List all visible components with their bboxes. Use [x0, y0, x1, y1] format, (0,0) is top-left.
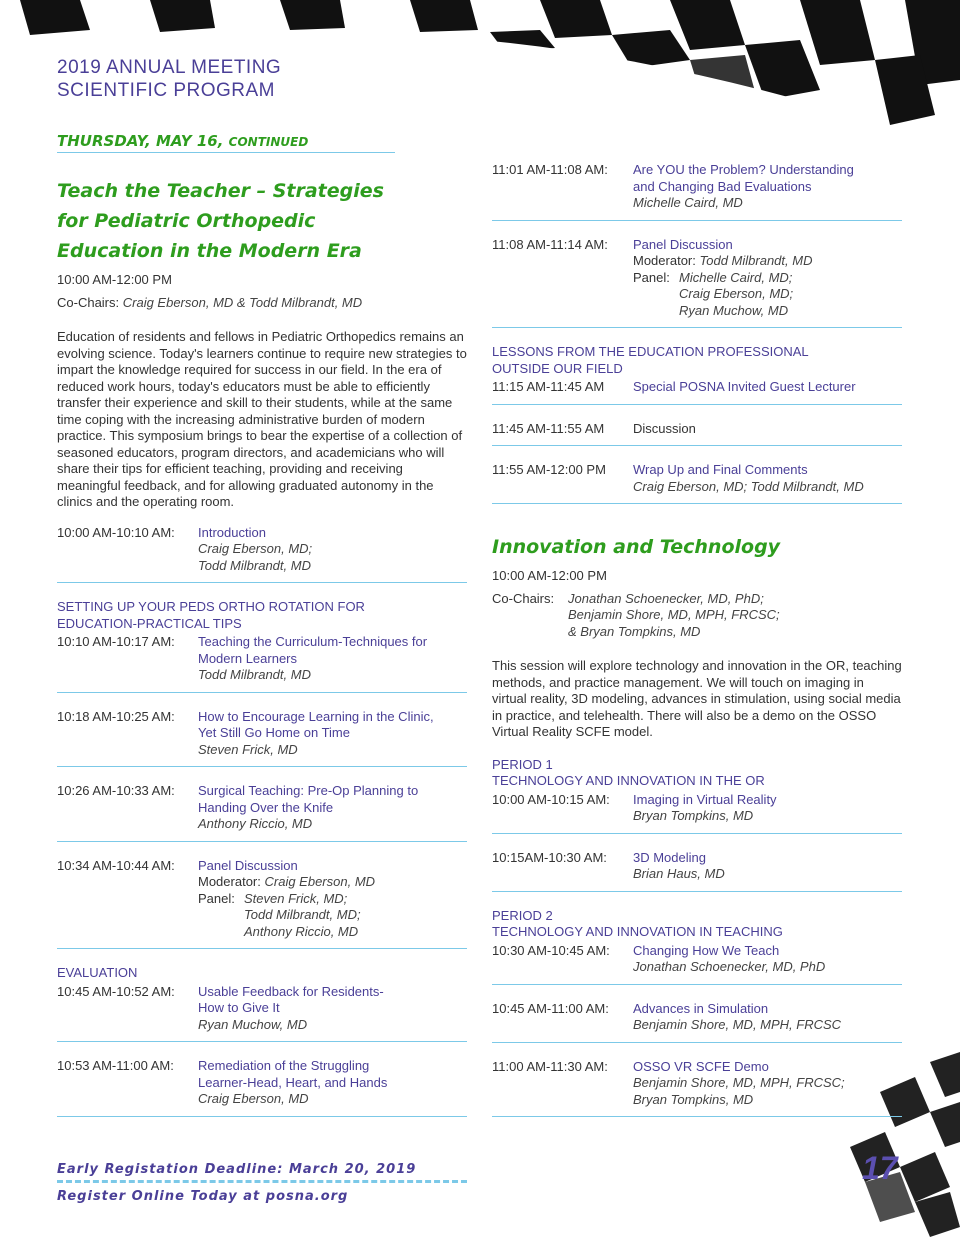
item-title: Learner-Head, Heart, and Hands: [198, 1074, 388, 1090]
agenda-item: [57, 634, 467, 693]
section-line: TECHNOLOGY AND INNOVATION IN TEACHING: [492, 924, 783, 939]
cochair-name: & Bryan Tompkins, MD: [568, 623, 701, 639]
footer-deadline: Early Registation Deadline: March 20, 2019: [57, 1162, 467, 1183]
agenda-item: [492, 462, 902, 504]
item-body: [633, 237, 902, 320]
panelist: Steven Frick, MD;: [244, 890, 348, 906]
agenda-item: [492, 237, 902, 329]
item-title: Changing How We Teach: [633, 942, 780, 958]
session-time: 10:00 AM-12:00 PM: [492, 568, 607, 583]
item-title: Yet Still Go Home on Time: [198, 725, 350, 740]
item-time: 10:00 AM-10:10 AM:: [57, 524, 175, 540]
title-line: Education in the Modern Era: [57, 240, 362, 262]
agenda-item: [492, 421, 902, 447]
agenda-item: [492, 792, 902, 834]
cochair-name: Benjamin Shore, MD, MPH, FRCSC;: [568, 607, 780, 622]
item-speaker: Bryan Tompkins, MD: [633, 1091, 754, 1107]
item-body: [633, 850, 902, 883]
section-heading: [492, 344, 902, 377]
cochairs: [57, 295, 467, 312]
moderator-name: Todd Milbrandt, MD: [699, 253, 813, 268]
item-time: 10:34 AM-10:44 AM:: [57, 857, 175, 873]
item-title: Advances in Simulation: [633, 1000, 769, 1016]
right-column: [492, 162, 902, 1133]
item-time: 10:18 AM-10:25 AM:: [57, 708, 175, 724]
item-time: 11:01 AM-11:08 AM:: [492, 162, 608, 177]
item-title: Are YOU the Problem? Understanding: [633, 162, 854, 177]
item-title: Introduction: [198, 524, 266, 540]
item-speaker: Ryan Muchow, MD: [198, 1016, 308, 1032]
panelist: Michelle Caird, MD;: [679, 269, 793, 285]
item-time: 11:55 AM-12:00 PM: [492, 462, 606, 477]
footer: [57, 1162, 467, 1204]
cochairs: [492, 591, 902, 641]
header-line-1: 2019 ANNUAL MEETING: [57, 57, 282, 78]
item-body: [198, 525, 467, 575]
item-time: 11:15 AM-11:45 AM: [492, 379, 605, 394]
item-title: Special POSNA Invited Guest Lecturer: [633, 379, 856, 394]
item-time: 10:53 AM-11:00 AM:: [57, 1058, 174, 1073]
item-speaker: Benjamin Shore, MD, MPH, FRCSC;: [633, 1075, 845, 1090]
item-title: 3D Modeling: [633, 849, 706, 865]
item-body: [198, 709, 467, 759]
panelist: Craig Eberson, MD;: [679, 286, 794, 301]
item-body: [198, 858, 467, 941]
left-column: [57, 176, 467, 1133]
title-line: for Pediatric Orthopedic: [57, 210, 316, 232]
item-title: Remediation of the Struggling: [198, 1058, 370, 1073]
cochairs-label: Co-Chairs:: [57, 294, 120, 310]
item-title: How to Encourage Learning in the Clinic,: [198, 708, 434, 724]
agenda-item: [57, 783, 467, 842]
item-title: Teaching the Curriculum-Techniques for: [198, 634, 428, 649]
cochairs-names: Craig Eberson, MD & Todd Milbrandt, MD: [122, 294, 363, 310]
item-time: 10:15AM-10:30 AM:: [492, 849, 607, 865]
footer-register-link[interactable]: Register Online Today at posna.org: [57, 1189, 349, 1204]
panel-label: Panel:: [198, 890, 235, 906]
item-time: 10:10 AM-10:17 AM:: [57, 634, 175, 649]
item-time: 11:00 AM-11:30 AM:: [492, 1058, 608, 1074]
title-line: Teach the Teacher – Strategies: [57, 180, 384, 202]
session-description: Education of residents and fellows in Pediatric Orthopedics remains an evolving science. Today's learners continue to require new strategies to impart the knowledge required for success in our field. In the era of reduced work hours, today's educators must be able to efficiently transfer their experience and skill to their students, while at the same time coping with the increasing administrative burden of modern practice. This symposium brings to bear the expertise of a collection of seasoned educators, program directors, and academicians who will share their tips for efficient teaching, providing and receiving meaningful feedback, and for allowing graduated autonomy in the clinics and the operating room.: [57, 329, 467, 509]
session-description: This session will explore technology and innovation in the OR, teaching methods, and practice management. We will touch on imaging in virtual reality, 3D modeling, advances in stimulation, using social media in practice, and telehealth. There will also be a demo on the OSSO Virtual Reality SCFE model.: [492, 658, 902, 739]
item-speaker: Steven Frick, MD: [198, 741, 298, 757]
moderator-label: Moderator:: [633, 253, 696, 268]
item-body: [198, 783, 467, 833]
item-title: Discussion: [633, 420, 696, 436]
item-speaker: Craig Eberson, MD; Todd Milbrandt, MD: [633, 478, 864, 494]
agenda-item: [57, 525, 467, 584]
item-title: and Changing Bad Evaluations: [633, 178, 812, 194]
moderator: [198, 874, 467, 891]
item-body: [633, 943, 902, 976]
day-continued: CONTINUED: [228, 135, 309, 149]
item-time: 11:08 AM-11:14 AM:: [492, 236, 608, 252]
agenda-item: [57, 709, 467, 768]
item-time: 11:45 AM-11:55 AM: [492, 420, 605, 436]
agenda-item: [492, 162, 902, 221]
cochairs-label: Co-Chairs:: [492, 590, 555, 606]
item-title: OSSO VR SCFE Demo: [633, 1058, 769, 1074]
agenda-item: [492, 379, 902, 405]
section-heading: EVALUATION: [57, 965, 138, 980]
panel-label: Panel:: [633, 269, 670, 285]
panelist: Ryan Muchow, MD: [679, 302, 789, 318]
agenda-item: [492, 1001, 902, 1043]
item-body: [633, 421, 902, 438]
item-time: 10:45 AM-11:00 AM:: [492, 1000, 609, 1016]
moderator: [633, 253, 902, 270]
panelist: Anthony Riccio, MD: [244, 923, 359, 939]
program-header: [57, 56, 281, 102]
agenda-item: [492, 943, 902, 985]
panelists: [633, 270, 902, 320]
item-speaker: Michelle Caird, MD: [633, 195, 743, 210]
item-time: 10:30 AM-10:45 AM:: [492, 942, 610, 958]
item-body: [633, 792, 902, 825]
section-line: PERIOD 1: [492, 756, 553, 772]
agenda-item: [57, 858, 467, 950]
section-heading: [57, 599, 467, 632]
section-heading: [492, 908, 902, 941]
item-body: [633, 462, 902, 495]
session-time: 10:00 AM-12:00 PM: [57, 272, 172, 287]
item-title: How to Give It: [198, 1000, 280, 1015]
item-title: Handing Over the Knife: [198, 799, 334, 815]
item-body: [633, 1001, 902, 1034]
section-line: OUTSIDE OUR FIELD: [492, 360, 623, 376]
item-body: [198, 1058, 467, 1108]
item-title: Modern Learners: [198, 650, 297, 666]
item-title: Panel Discussion: [198, 857, 298, 873]
session-title-teach: [57, 176, 467, 266]
panelist: Todd Milbrandt, MD;: [244, 907, 361, 922]
item-body: [198, 634, 467, 684]
section-line: SETTING UP YOUR PEDS ORTHO ROTATION FOR: [57, 599, 365, 614]
item-title: Wrap Up and Final Comments: [633, 462, 808, 477]
item-speaker: Todd Milbrandt, MD: [198, 557, 311, 573]
moderator-label: Moderator:: [198, 874, 261, 889]
item-time: 10:00 AM-10:15 AM:: [492, 791, 610, 807]
section-line: LESSONS FROM THE EDUCATION PROFESSIONAL: [492, 344, 809, 359]
agenda-item: [57, 984, 467, 1043]
item-time: 10:45 AM-10:52 AM:: [57, 983, 175, 999]
section-line: EDUCATION-PRACTICAL TIPS: [57, 615, 242, 631]
item-body: [633, 379, 902, 396]
item-speaker: Anthony Riccio, MD: [198, 816, 313, 831]
item-speaker: Craig Eberson, MD: [198, 1091, 309, 1106]
item-title: Usable Feedback for Residents-: [198, 983, 384, 999]
item-body: [633, 1059, 902, 1109]
header-line-2: SCIENTIFIC PROGRAM: [57, 80, 276, 101]
session-title-innovation: Innovation and Technology: [492, 536, 781, 558]
item-title: Surgical Teaching: Pre-Op Planning to: [198, 783, 419, 798]
item-body: [633, 162, 902, 212]
section-heading: [492, 757, 902, 790]
item-speaker: Craig Eberson, MD;: [198, 541, 313, 556]
agenda-item: [492, 850, 902, 892]
agenda-item: [492, 1059, 902, 1118]
section-line: TECHNOLOGY AND INNOVATION IN THE OR: [492, 773, 765, 788]
item-speaker: Todd Milbrandt, MD: [198, 667, 311, 682]
cochair-name: Jonathan Schoenecker, MD, PhD;: [568, 590, 764, 606]
agenda-item: [57, 1058, 467, 1117]
item-body: [198, 984, 467, 1034]
item-title: Panel Discussion: [633, 236, 733, 252]
moderator-name: Craig Eberson, MD: [264, 874, 376, 889]
item-speaker: Brian Haus, MD: [633, 866, 725, 881]
page-number: 17: [862, 1150, 898, 1186]
section-line: PERIOD 2: [492, 907, 553, 923]
panelists: [198, 891, 467, 941]
item-speaker: Benjamin Shore, MD, MPH, FRCSC: [633, 1017, 842, 1032]
day-main: THURSDAY, MAY 16,: [57, 132, 224, 150]
day-heading: [57, 132, 395, 153]
item-time: 10:26 AM-10:33 AM:: [57, 783, 175, 798]
item-speaker: Jonathan Schoenecker, MD, PhD: [633, 959, 826, 974]
item-title: Imaging in Virtual Reality: [633, 791, 777, 807]
item-speaker: Bryan Tompkins, MD: [633, 808, 754, 823]
